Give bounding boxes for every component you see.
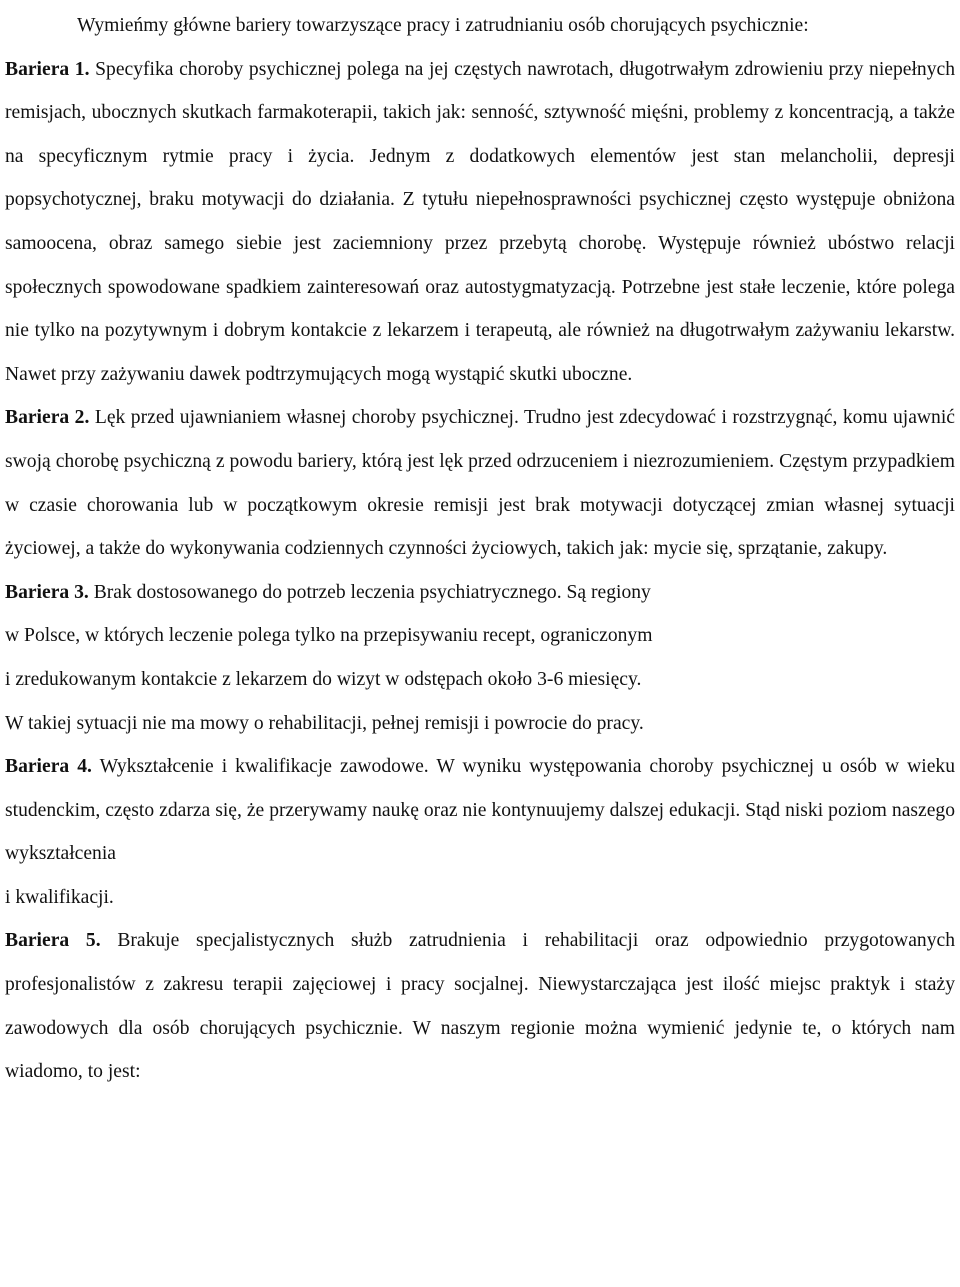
document-page (5, 0, 955, 1094)
barrier-3-text-line-2: w Polsce, w których leczenie polega tylko na przepisywaniu recept, ograniczonym (5, 625, 653, 647)
barrier-3-line (5, 571, 955, 615)
barrier-5-paragraph (5, 919, 955, 1093)
barrier-4-label: Bariera 4. (5, 756, 92, 778)
intro-text: Wymieńmy główne bariery towarzyszące pracy i zatrudnianiu osób chorujących psychicznie: (77, 15, 809, 36)
barrier-5-label: Bariera 5. (5, 930, 101, 952)
barrier-1-label: Bariera 1. (5, 58, 90, 80)
barrier-4-paragraph (5, 745, 955, 919)
barrier-3-text-line-4: W takiej sytuacji nie ma mowy o rehabilitacji, pełnej remisji i powrocie do pracy. (5, 712, 644, 734)
barrier-3-paragraph (5, 571, 955, 745)
barrier-2-label: Bariera 2. (5, 407, 90, 429)
barrier-4-text: Wykształcenie i kwalifikacje zawodowe. W wyniku występowania choroby psychicznej u osób w wieku studenckim, często zdarza się, że przerywamy naukę oraz nie kontynuujemy dalszej edukacji. Stąd niski poziom naszego wykształcenia (5, 756, 955, 865)
barrier-1-paragraph (5, 48, 955, 397)
barrier-2-paragraph (5, 396, 955, 570)
barrier-4-tail: i kwalifikacji. (5, 886, 114, 908)
intro-paragraph (5, 0, 955, 48)
barrier-3-text-line-1: Brak dostosowanego do potrzeb leczenia psychiatrycznego. Są regiony (88, 581, 651, 603)
barrier-1-text: Specyfika choroby psychicznej polega na jej częstych nawrotach, długotrwałym zdrowieniu przy niepełnych remisjach, ubocznych skutkach farmakoterapii, takich jak: senność, sztywność mięśni, problemy z koncentracją, a także na specyficznym rytmie pracy i życia. Jednym z dodatkowych elementów jest stan melancholii, depresji popsychotycznej, braku motywacji do działania. Z tytułu niepełnosprawności psychicznej często występuje obniżona samoocena, obraz samego siebie jest zaciemniony przez przebytą chorobę. Występuje również ubóstwo relacji społecznych spowodowane spadkiem zainteresowań oraz autostygmatyzacją. Potrzebne jest stałe leczenie, które polega nie tylko na pozytywnym i dobrym kontakcie z lekarzem i terapeutą, ale również na długotrwałym zażywaniu lekarstw. Nawet przy zażywaniu dawek podtrzymujących mogą wystąpić skutki uboczne. (5, 58, 956, 385)
barrier-5-text: Brakuje specjalistycznych służb zatrudnienia i rehabilitacji oraz odpowiednio przygotowanych profesjonalistów z zakresu terapii zajęciowej i pracy socjalnej. Niewystarczająca jest ilość miejsc praktyk i staży zawodowych dla osób chorujących psychicznie. W naszym regionie można wymienić jedynie te, o których nam wiadomo, to jest: (5, 930, 955, 1083)
barrier-3-label: Bariera 3. (5, 581, 89, 603)
barrier-3-text-line-3: i zredukowanym kontakcie z lekarzem do wizyt w odstępach około 3-6 miesięcy. (5, 668, 642, 690)
barrier-2-text: Lęk przed ujawnianiem własnej choroby psychicznej. Trudno jest zdecydować i rozstrzygnąć, komu ujawnić swoją chorobę psychiczną z powodu bariery, którą jest lęk przed odrzuceniem i niezrozumieniem. Częstym przypadkiem w czasie chorowania lub w początkowym okresie remisji jest brak motywacji dotyczącej zmian własnej sytuacji życiowej, a także do wykonywania codziennych czynności życiowych, takich jak: mycie się, sprzątanie, zakupy. (5, 407, 955, 560)
